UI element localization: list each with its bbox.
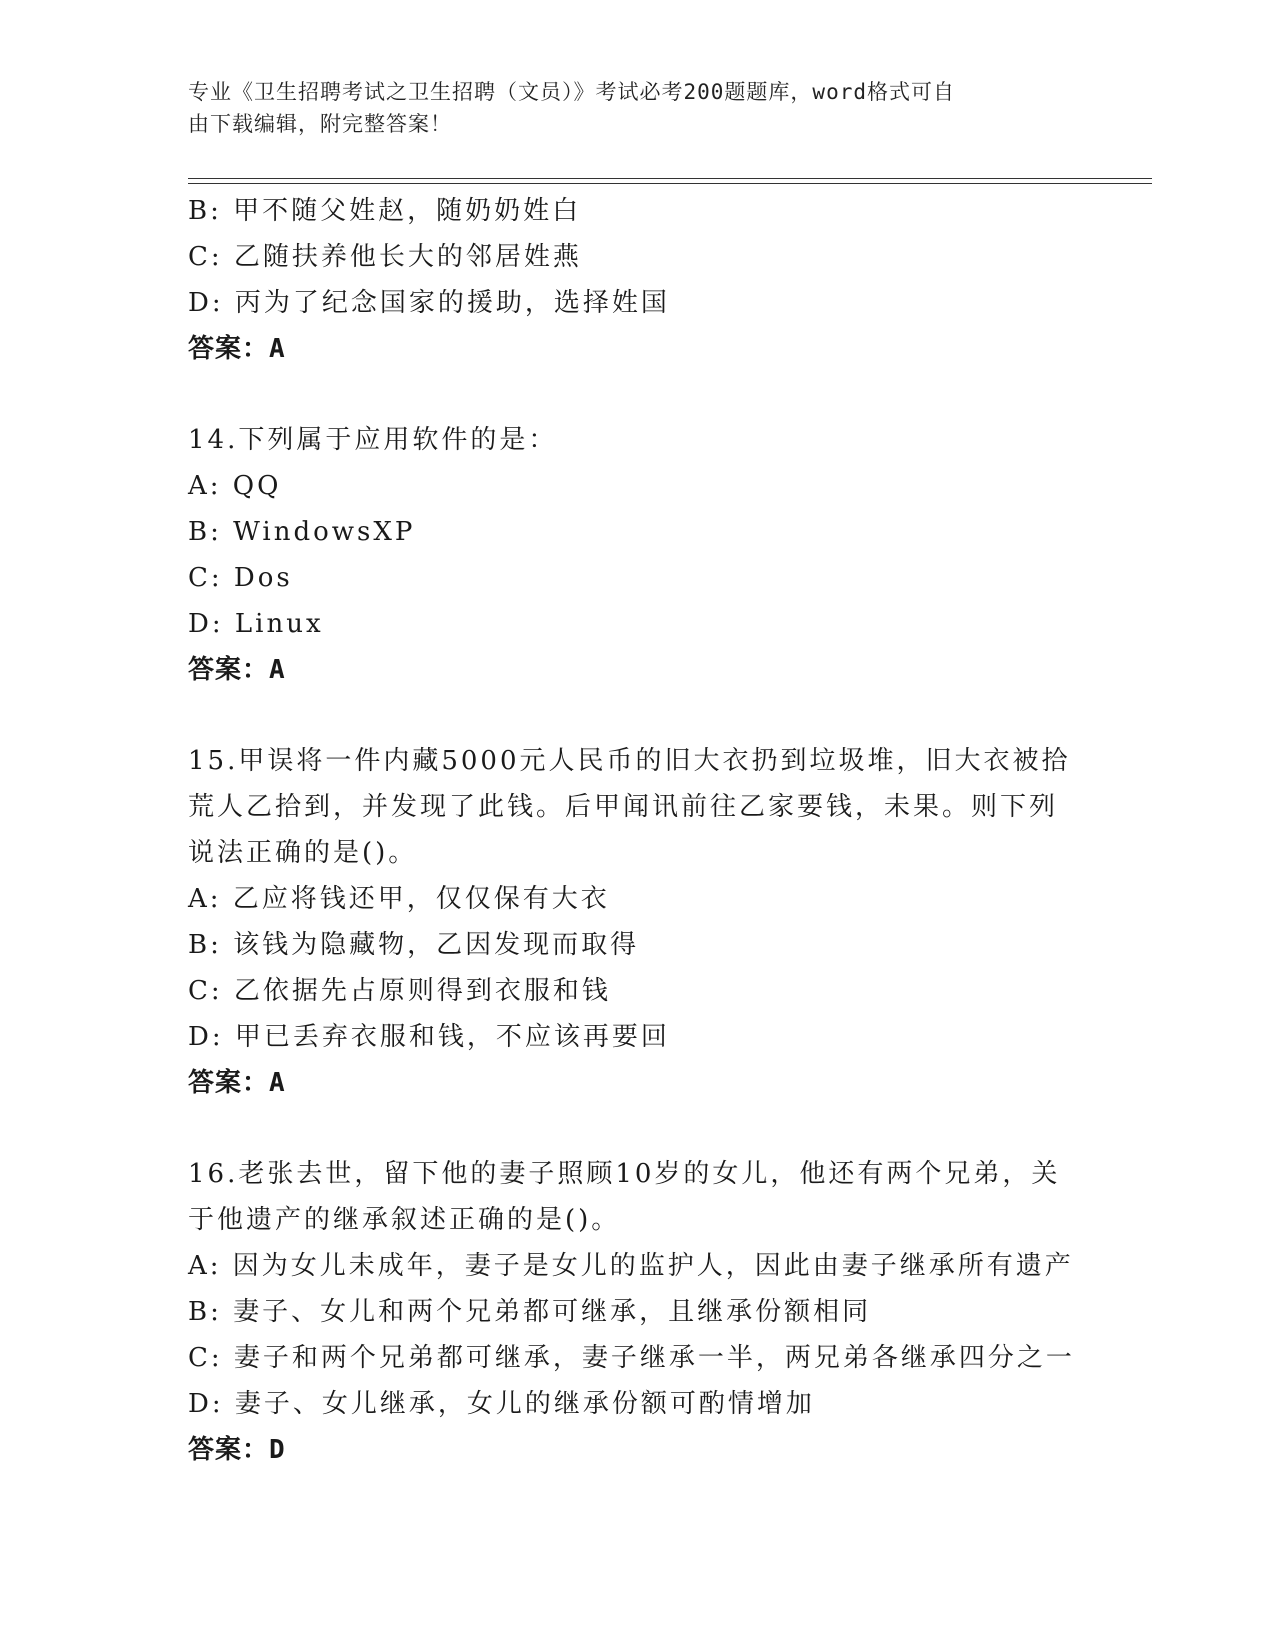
option-a: A: QQ bbox=[188, 471, 282, 501]
option-b: B: 妻子、女儿和两个兄弟都可继承，且继承份额相同 bbox=[188, 1297, 872, 1327]
header-divider-top bbox=[188, 178, 1152, 179]
question-14 bbox=[188, 417, 1088, 693]
document-header bbox=[188, 76, 1068, 140]
header-line-1: 专业《卫生招聘考试之卫生招聘（文员）》考试必考200题题库，word格式可自 bbox=[188, 80, 955, 104]
header-divider-bottom bbox=[188, 183, 1152, 184]
option-c: C: 乙随扶养他长大的邻居姓燕 bbox=[188, 242, 582, 272]
option-c: C: 妻子和两个兄弟都可继承，妻子继承一半，两兄弟各继承四分之一 bbox=[188, 1343, 1075, 1373]
spacer bbox=[188, 1106, 1088, 1151]
option-b: B: WindowsXP bbox=[188, 517, 416, 547]
option-b: B: 该钱为隐藏物，乙因发现而取得 bbox=[188, 930, 640, 960]
question-list bbox=[188, 188, 1088, 1473]
question-stem-line: 16.老张去世，留下他的妻子照顾10岁的女儿，他还有两个兄弟，关 bbox=[188, 1159, 1061, 1189]
option-c: C: 乙依据先占原则得到衣服和钱 bbox=[188, 976, 611, 1006]
option-c: C: Dos bbox=[188, 563, 293, 593]
option-a: A: 因为女儿未成年，妻子是女儿的监护人，因此由妻子继承所有遗产 bbox=[188, 1251, 1074, 1281]
answer-label: 答案：A bbox=[188, 334, 286, 364]
option-d: D: Linux bbox=[188, 609, 324, 639]
option-b: B: 甲不随父姓赵，随奶奶姓白 bbox=[188, 196, 582, 226]
option-d: D: 甲已丢弃衣服和钱，不应该再要回 bbox=[188, 1022, 670, 1052]
question-stem-line: 荒人乙拾到，并发现了此钱。后甲闻讯前往乙家要钱，未果。则下列 bbox=[188, 792, 1059, 822]
question-stem-line: 说法正确的是()。 bbox=[188, 838, 418, 868]
header-line-2: 由下载编辑，附完整答案！ bbox=[188, 112, 452, 136]
question-stem-line: 于他遗产的继承叙述正确的是()。 bbox=[188, 1205, 621, 1235]
answer-label: 答案：A bbox=[188, 1068, 286, 1098]
question-16 bbox=[188, 1151, 1088, 1473]
question-stem-line: 15.甲误将一件内藏5000元人民币的旧大衣扔到垃圾堆，旧大衣被拾 bbox=[188, 746, 1071, 776]
answer-label: 答案：D bbox=[188, 1435, 286, 1465]
spacer bbox=[188, 372, 1088, 417]
option-d: D: 丙为了纪念国家的援助，选择姓国 bbox=[188, 288, 670, 318]
option-a: A: 乙应将钱还甲，仅仅保有大衣 bbox=[188, 884, 610, 914]
answer-label: 答案：A bbox=[188, 655, 286, 685]
question-stem: 14.下列属于应用软件的是： bbox=[188, 425, 558, 455]
spacer bbox=[188, 693, 1088, 738]
question-15 bbox=[188, 738, 1088, 1106]
question-13-tail bbox=[188, 188, 1088, 372]
option-d: D: 妻子、女儿继承，女儿的继承份额可酌情增加 bbox=[188, 1389, 815, 1419]
